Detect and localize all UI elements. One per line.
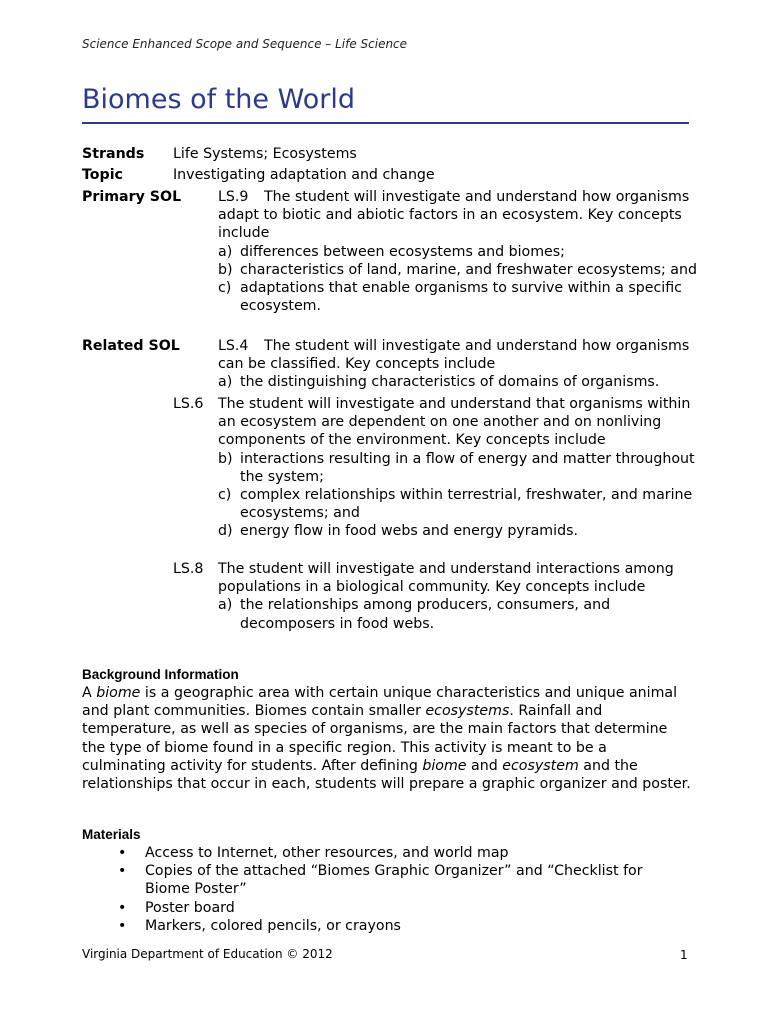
primary-sol-item-c <box>218 279 698 315</box>
related-sol-ls4-block <box>218 337 698 392</box>
item-letter: d) <box>218 523 233 540</box>
related-sol-item <box>218 596 698 632</box>
text-run: and the relationships that occur in each, students will prepare a graphic organizer and poster. <box>82 757 691 793</box>
footer-copyright: Virginia Department of Education © 2012 <box>82 947 333 961</box>
item-text: the relationships among producers, consumers, and decomposers in food webs. <box>240 597 611 632</box>
related-sol-text: The student will investigate and understand interactions among populations in a biological community. Key concepts include <box>218 561 674 596</box>
item-text: differences between ecosystems and biomes; <box>240 243 565 260</box>
related-sol-text: The student will investigate and understand that organisms within an ecosystem are dependent on one another and on nonliving components of the environment. Key concepts include <box>218 396 691 449</box>
topic-label: Topic <box>82 167 123 183</box>
text-run: is a geographic area with certain unique characteristics and unique animal and plant communities. Biomes contain smaller <box>82 685 678 720</box>
materials-heading: Materials <box>82 827 141 842</box>
list-item-text: Poster board <box>145 899 235 916</box>
text-run: . Rainfall and temperature, as well as species of organisms, are the main factors that determine the type of biome found in a specific region. This activity is meant to be a culminating activity for students. After defining <box>82 703 668 774</box>
related-sol-label: Related SOL <box>82 338 180 354</box>
emphasis-biome: biome <box>422 757 467 774</box>
item-letter: b) <box>218 450 233 467</box>
list-item-text: Access to Internet, other resources, and world map <box>145 845 509 861</box>
related-sol-code-ls6: LS.6 <box>173 396 204 412</box>
emphasis-ecosystem: ecosystem <box>502 757 579 774</box>
strands-value: Life Systems; Ecosystems <box>173 146 357 162</box>
item-letter: b) <box>218 261 233 278</box>
related-sol-code-ls4: LS.4 <box>218 338 249 354</box>
primary-sol-block <box>218 188 698 315</box>
emphasis-biome: biome <box>96 685 141 701</box>
text-run: A <box>82 685 97 701</box>
item-letter: c) <box>218 280 232 297</box>
related-sol-item <box>218 486 698 522</box>
item-text: complex relationships within terrestrial, freshwater, and marine ecosystems; and <box>240 487 693 522</box>
related-sol-text: The student will investigate and understand how organisms can be classified. Key concepts include <box>218 338 690 373</box>
item-letter: a) <box>218 597 233 614</box>
strands-label: Strands <box>82 146 145 162</box>
list-item-text: Copies of the attached “Biomes Graphic Organizer” and “Checklist for Biome Poster” <box>145 863 643 898</box>
text-run: and <box>466 757 503 774</box>
emphasis-ecosystems: ecosystems <box>425 703 510 720</box>
primary-sol-item-b <box>218 261 698 279</box>
item-letter: a) <box>218 243 233 260</box>
item-text: characteristics of land, marine, and freshwater ecosystems; and <box>240 261 697 278</box>
item-text: adaptations that enable organisms to survive within a specific ecosystem. <box>240 280 682 315</box>
related-sol-code-ls8: LS.8 <box>173 561 204 577</box>
related-sol-ls6-block <box>218 395 698 541</box>
bullet-icon: • <box>118 917 127 934</box>
list-item <box>118 899 688 917</box>
item-text: the distinguishing characteristics of domains of organisms. <box>240 374 660 391</box>
related-sol-item <box>218 373 698 391</box>
page-title: Biomes of the World <box>82 84 355 115</box>
topic-value: Investigating adaptation and change <box>173 167 435 183</box>
running-header: Science Enhanced Scope and Sequence – Life Science <box>82 37 408 51</box>
primary-sol-code: LS.9 <box>218 189 249 205</box>
background-heading: Background Information <box>82 667 239 682</box>
page-number: 1 <box>680 948 688 962</box>
list-item <box>118 844 688 862</box>
list-item <box>118 862 688 898</box>
primary-sol-text: The student will investigate and understand how organisms adapt to biotic and abiotic factors in an ecosystem. Key concepts include <box>218 189 690 242</box>
bullet-icon: • <box>118 899 127 916</box>
item-letter: a) <box>218 374 233 391</box>
related-sol-item <box>218 522 698 540</box>
list-item <box>118 917 688 935</box>
primary-sol-label: Primary SOL <box>82 189 182 205</box>
title-divider <box>82 122 689 124</box>
related-sol-ls8-block <box>218 560 698 633</box>
primary-sol-item-a <box>218 243 698 261</box>
bullet-icon: • <box>118 845 127 861</box>
list-item-text: Markers, colored pencils, or crayons <box>145 917 401 934</box>
item-text: energy flow in food webs and energy pyramids. <box>240 523 578 540</box>
item-letter: c) <box>218 487 232 504</box>
item-text: interactions resulting in a flow of energy and matter throughout the system; <box>240 450 695 485</box>
background-paragraph <box>82 684 692 793</box>
related-sol-item <box>218 450 698 486</box>
materials-list <box>118 844 688 935</box>
bullet-icon: • <box>118 863 127 880</box>
